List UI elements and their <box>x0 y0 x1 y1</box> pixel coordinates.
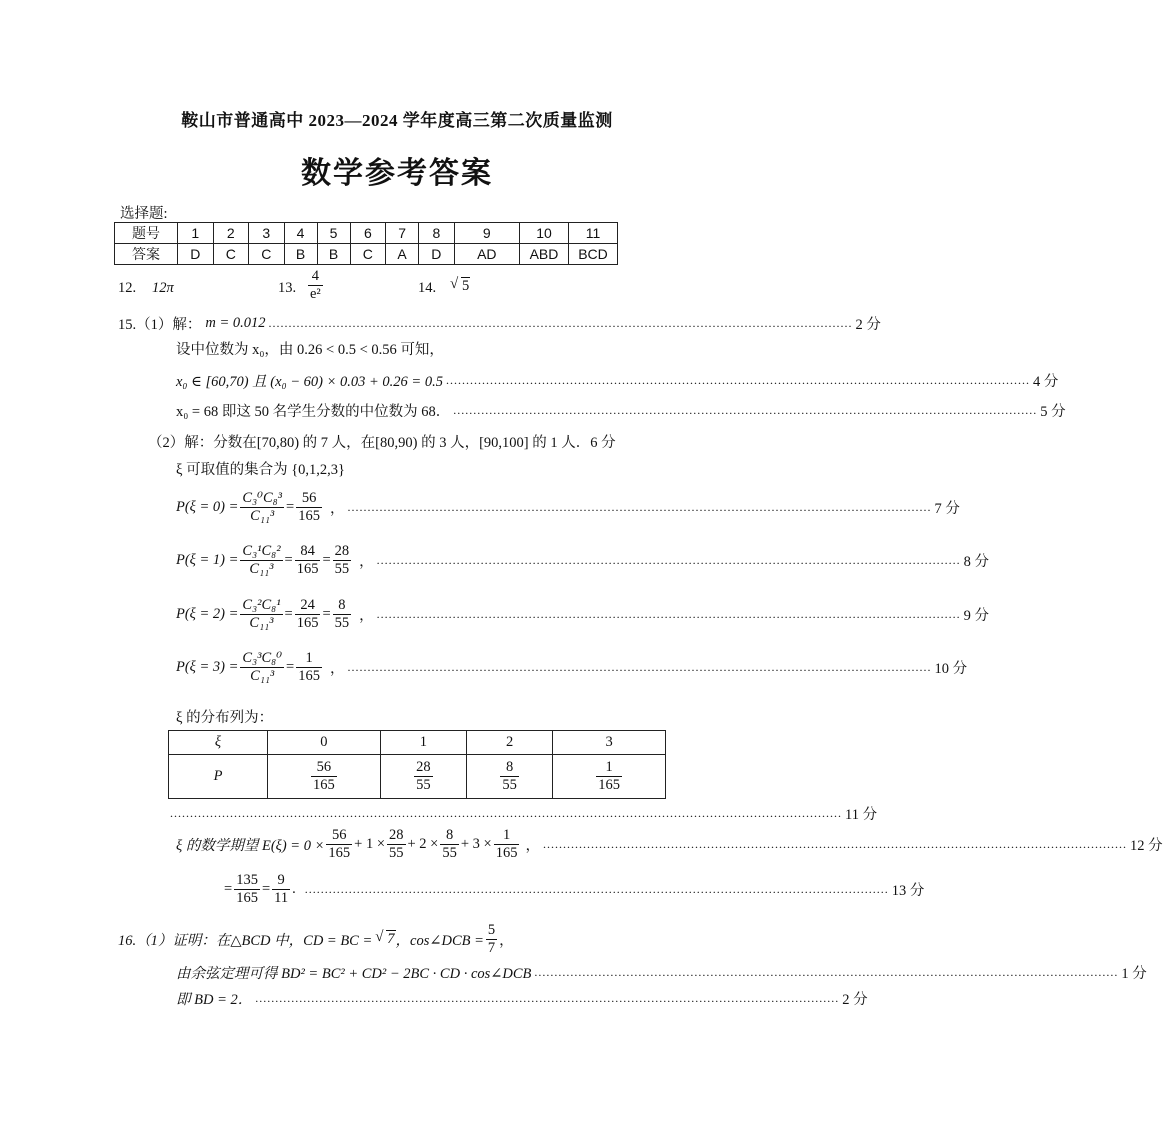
q16-intro: 16.（1）证明：在△BCD 中，CD = BC = <box>118 933 373 949</box>
expectation-term-numerator: 1 <box>494 827 520 845</box>
exam-subtitle: 鞍山市普通高中 2023—2024 学年度高三第二次质量监测 <box>181 111 613 130</box>
choice-header-answer: 答案 <box>115 244 178 265</box>
q16-cos-label: ，cos∠DCB = <box>395 933 484 949</box>
expectation-result-numerator: 135 <box>236 872 258 888</box>
choice-answer: BCD <box>569 244 618 265</box>
choice-answer: C <box>350 244 386 265</box>
expectation-result-denominator: 165 <box>236 890 258 906</box>
distribution-header-cell: 1 <box>380 731 466 755</box>
distribution-denominator: 55 <box>416 777 431 793</box>
q16-line-1: 16.（1）证明：在△BCD 中，CD = BC = √ 7 ，cos∠DCB = $\frac{5}{7}$ ， <box>118 922 514 957</box>
score-mark: 1 分 <box>1121 966 1147 982</box>
dot-leader: .................................................................................................................................................. <box>268 316 853 330</box>
prob-value-denominator: 165 <box>296 615 319 631</box>
choice-number: 9 <box>454 223 519 244</box>
q16-line-2 <box>176 962 1147 983</box>
prob-value-denominator: 165 <box>298 668 320 684</box>
q13-answer <box>306 268 325 303</box>
q16-radicand: 7 <box>387 931 395 947</box>
dot-leader: .................................................................................................................................................. <box>304 882 889 896</box>
expectation-line: ξ 的数学期望 E(ξ) = 0 × $\frac{56}{165}$ + 1 × $\frac{28}{55}$ + 2 × $\frac{8}{55}$ + 3 × $\frac{1}{165}$ ， .................................................................................................................................................. 12 分 <box>176 827 1163 861</box>
choice-answer: B <box>284 244 317 265</box>
expectation-term-numerator: 56 <box>326 827 352 845</box>
prob-line-2: P(ξ = 2) = $\frac{\text{C₃²C₈¹}}{\text{C₁₁³}}$ = $\frac{24}{165}$ = $\frac{8}{55}$ ， .................................................................................................................................................. 9 分 <box>176 597 990 631</box>
choice-answer: D <box>178 244 214 265</box>
distribution-header-cell: 2 <box>466 731 552 755</box>
prob-value-numerator: 56 <box>296 490 322 508</box>
q12-answer: 12π <box>152 280 174 296</box>
choice-number: 3 <box>249 223 285 244</box>
expectation-term-numerator: 28 <box>389 827 404 843</box>
dot-leader: .................................................................................................................................................. <box>542 837 1127 851</box>
choice-number: 11 <box>569 223 618 244</box>
q15-median-line <box>176 370 1059 391</box>
expectation-label: ξ 的数学期望 E(ξ) = 0 × <box>176 838 325 854</box>
distribution-prob-row <box>169 755 666 799</box>
dot-leader: .................................................................................................................................................. <box>376 607 961 621</box>
choice-number: 2 <box>213 223 249 244</box>
expectation-term-prefix: + 2 × <box>407 836 439 852</box>
expectation-term-denominator: 165 <box>328 845 351 861</box>
q13-number: 13. <box>278 280 297 296</box>
q15-value-set: ξ 可取值的集合为 {0,1,2,3} <box>176 462 346 478</box>
choice-number: 4 <box>284 223 317 244</box>
prob-line-3: P(ξ = 3) = $\frac{\text{C₃³C₈⁰}}{\text{C₁₁³}}$ = $\frac{1}{165}$ ， .................................................................................................................................................. 10 分 <box>176 650 968 684</box>
score-mark: 4 分 <box>1032 374 1059 390</box>
choice-label: 选择题: <box>120 206 168 222</box>
choice-answer: B <box>317 244 350 265</box>
distribution-header-row <box>169 731 666 755</box>
choice-number: 1 <box>178 223 214 244</box>
q15-median-intro: 设中位数为 x₀，由 0.26 < 0.5 < 0.56 可知， <box>176 342 444 358</box>
prob-lhs: P(ξ = 0) = <box>176 499 239 515</box>
score-mark: 5 分 <box>1040 404 1066 420</box>
distribution-denominator: 165 <box>313 777 335 793</box>
prob-value-numerator: 1 <box>296 650 322 668</box>
distribution-numerator: 28 <box>416 759 431 775</box>
q14-radicand: 5 <box>462 278 470 294</box>
choice-number: 6 <box>350 223 386 244</box>
score-mark: 9 分 <box>963 608 990 624</box>
q16-line-3 <box>176 988 868 1009</box>
q16-cos-denominator: 7 <box>487 940 496 956</box>
score-mark: 12 分 <box>1129 838 1163 854</box>
prob-comb-numerator: C₃⁰C₈³ <box>242 490 283 506</box>
prob-simplified-denominator: 55 <box>334 561 350 577</box>
q16-cosine-law: 由余弦定理可得 BD² = BC² + CD² − 2BC · CD · cos∠DCB <box>176 966 532 982</box>
choice-number: 8 <box>419 223 455 244</box>
dot-leader: .................................................................................................................................................. <box>376 553 961 567</box>
choice-answer-row <box>115 244 618 265</box>
choice-answer: C <box>249 244 285 265</box>
expectation-simplified-numerator: 9 <box>272 872 290 890</box>
q13-numerator: 4 <box>308 268 323 286</box>
prob-value-denominator: 165 <box>296 561 319 577</box>
dot-leader: .................................................................................................................................................. <box>347 660 932 674</box>
expectation-term-numerator: 8 <box>440 827 459 845</box>
prob-comb-denominator: C₁₁³ <box>250 508 275 524</box>
q15-median-result: x₀ = 68 即这 50 名学生分数的中位数为 68． <box>176 404 451 420</box>
score-mark: 8 分 <box>963 554 990 570</box>
prob-line-1: P(ξ = 1) = $\frac{\text{C₃¹C₈²}}{\text{C₁₁³}}$ = $\frac{84}{165}$ = $\frac{28}{55}$ ， .................................................................................................................................................. 8 分 <box>176 543 990 577</box>
prob-value-numerator: 24 <box>295 597 321 615</box>
q13-denominator: e² <box>310 286 321 302</box>
q15-part1-intro: 15.（1）解： <box>118 317 202 333</box>
q12-number: 12. <box>118 280 137 296</box>
choice-answer: ABD <box>520 244 569 265</box>
distribution-header-cell: 3 <box>553 731 666 755</box>
prob-comb-denominator: C₁₁³ <box>250 668 275 684</box>
dot-leader: .................................................................................................................................................. <box>347 500 932 514</box>
score-mark: 11 分 <box>845 807 878 823</box>
prob-comb-numerator: C₃³C₈⁰ <box>242 650 283 666</box>
score-mark: 2 分 <box>842 992 868 1008</box>
choice-number-row <box>115 223 618 244</box>
choice-answer: C <box>213 244 249 265</box>
choice-answer: AD <box>454 244 519 265</box>
distribution-denominator: 55 <box>502 777 517 793</box>
q15-median-result-line <box>176 400 1066 421</box>
dot-leader: .................................................................................................................................................. <box>255 991 840 1005</box>
prob-comb-denominator: C₁₁³ <box>249 615 274 631</box>
score-mark: 7 分 <box>934 501 960 517</box>
expectation-term-denominator: 55 <box>442 845 457 861</box>
score-mark: 2 分 <box>855 317 881 333</box>
distribution-score-line <box>170 803 878 824</box>
distribution-row-label: P <box>169 755 268 799</box>
prob-comb-denominator: C₁₁³ <box>249 561 274 577</box>
prob-lhs: P(ξ = 2) = <box>176 606 239 622</box>
choice-answer: D <box>419 244 455 265</box>
prob-lhs: P(ξ = 3) = <box>176 659 239 675</box>
q15-median-equation: x₀ ∈ [60,70) 且 (x₀ − 60) × 0.03 + 0.26 = 0.5 <box>176 374 443 390</box>
distribution-label: ξ 的分布列为： <box>176 710 274 726</box>
expectation-term-denominator: 165 <box>495 845 518 861</box>
distribution-numerator: 8 <box>500 759 519 777</box>
choice-number: 10 <box>520 223 569 244</box>
choice-answer: A <box>386 244 419 265</box>
q15-part1-line <box>118 313 881 334</box>
prob-simplified-denominator: 55 <box>334 615 350 631</box>
expectation-term-denominator: 55 <box>389 845 404 861</box>
distribution-numerator: 56 <box>311 759 337 777</box>
distribution-denominator: 165 <box>598 777 620 793</box>
dot-leader: .................................................................................................................................................. <box>453 403 1038 417</box>
distribution-header-cell: 0 <box>268 731 381 755</box>
q16-cos-numerator: 5 <box>487 922 496 938</box>
expectation-simplified-denominator: 11 <box>274 890 289 906</box>
choice-header-question: 题号 <box>115 223 178 244</box>
q15-part1-equation: m = 0.012 <box>205 315 266 331</box>
prob-simplified-numerator: 8 <box>333 597 352 615</box>
prob-line-0: P(ξ = 0) = $\frac{\text{C₃⁰C₈³}}{\text{C₁₁³}}$ = $\frac{56}{165}$ ， .................................................................................................................................................. 7 分 <box>176 490 960 524</box>
dot-leader: .................................................................................................................................................. <box>445 373 1030 387</box>
choice-answer-table <box>114 222 618 265</box>
prob-simplified-numerator: 28 <box>334 543 350 559</box>
expectation-term-prefix: + 3 × <box>460 836 492 852</box>
distribution-numerator: 1 <box>596 759 622 777</box>
q14-answer <box>450 278 470 295</box>
q15-part2-intro: （2）解：分数在[70,80) 的 7 人，在[80,90) 的 3 人，[90,100] 的 1 人．6 分 <box>148 435 616 451</box>
dot-leader: .................................................................................................................................................. <box>534 965 1119 979</box>
page-title: 数学参考答案 <box>301 157 493 190</box>
score-mark: 10 分 <box>934 661 968 677</box>
q14-number: 14. <box>418 280 437 296</box>
prob-value-denominator: 165 <box>298 508 320 524</box>
dot-leader: ........................................................................................................................................................................ <box>170 806 842 820</box>
choice-number: 7 <box>386 223 419 244</box>
expectation-term-prefix: + 1 × <box>354 836 385 852</box>
prob-lhs: P(ξ = 1) = <box>176 552 239 568</box>
expectation-result-line: = $\frac{135}{165}$ = $\frac{9}{11}$ . .................................................................................................................................................. 13 分 <box>224 872 925 906</box>
choice-number: 5 <box>317 223 350 244</box>
score-mark: 13 分 <box>891 883 925 899</box>
prob-comb-numerator: C₃²C₈¹ <box>242 597 281 613</box>
q16-result: 即 BD = 2． <box>176 992 253 1008</box>
prob-comb-numerator: C₃¹C₈² <box>242 543 281 559</box>
prob-value-numerator: 84 <box>295 543 321 561</box>
distribution-table <box>168 730 666 799</box>
distribution-header-cell: ξ <box>169 731 268 755</box>
